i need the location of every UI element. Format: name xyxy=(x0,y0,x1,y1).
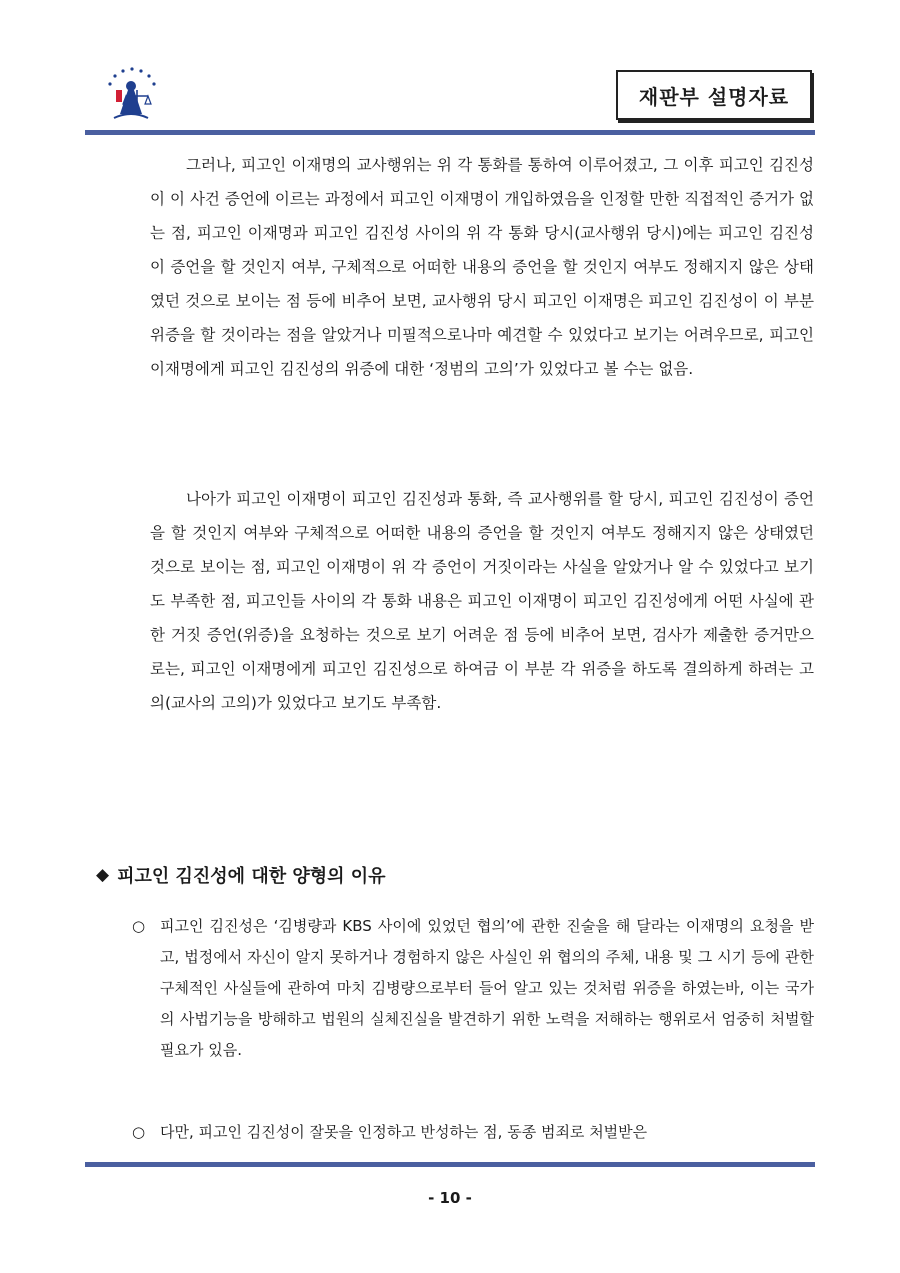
diamond-bullet-icon: ◆ xyxy=(96,865,110,885)
circle-bullet-icon: ○ xyxy=(132,917,146,935)
court-emblem-icon xyxy=(98,60,164,126)
footer-divider xyxy=(85,1162,815,1167)
paragraph-2-text: 나아가 피고인 이재명이 피고인 김진성과 통화, 즉 교사행위를 할 당시, 피고인 김진성이 증언을 할 것인지 여부와 구체적으로 어떠한 내용의 증언을 할 것인지 여부도 정해지지 않은 상태였던 것으로 보이는 점, 피고인 이재명이 위 각 증언이 거짓이라는 사실을 알았거나 알 수 있었다고 보기도 부족한 점, 피고인들 사이의 각 통화 내용은 피고인 이재명이 피고인 김진성에게 어떤 사실에 관한 거짓 증언(위증)을 요청하는 것으로 보기 어려운 점 등에 비추어 보면, 검사가 제출한 증거만으로는, 피고인 이재명에게 피고인 김진성으로 하여금 이 부분 각 위증을 하도록 결의하게 하려는 고의(교사의 고의)가 있었다고 보기도 부족함. xyxy=(150,490,814,712)
document-type-label: 재판부 설명자료 xyxy=(616,70,812,120)
paragraph-1-text: 그러나, 피고인 이재명의 교사행위는 위 각 통화를 통하여 이루어졌고, 그 이후 피고인 김진성이 이 사건 증언에 이르는 과정에서 피고인 이재명이 개입하였음을 인정할 만한 직접적인 증거가 없는 점, 피고인 이재명과 피고인 김진성 사이의 위 각 통화 당시(교사행위 당시)에는 피고인 김진성이 증언을 할 것인지 여부, 구체적으로 어떠한 내용의 증언을 할 것인지 여부도 정해지지 않은 상태였던 것으로 보이는 점 등에 비추어 보면, 교사행위 당시 피고인 이재명은 피고인 김진성이 이 부분 위증을 할 것이라는 점을 알았거나 미필적으로나마 예견할 수 있었다고 보기는 어려우므로, 피고인 이재명에게 피고인 김진성의 위증에 대한 ‘정범의 고의’가 있었다고 볼 수는 없음. xyxy=(150,156,814,378)
paragraph-1 xyxy=(150,148,814,386)
circle-bullet-icon: ○ xyxy=(132,1123,146,1141)
list-item xyxy=(132,1117,814,1148)
list-item xyxy=(132,911,814,1066)
list-item-text: 다만, 피고인 김진성이 잘못을 인정하고 반성하는 점, 동종 범죄로 처벌받은 xyxy=(160,1123,648,1141)
section-heading xyxy=(96,862,386,888)
page-number: - 10 - xyxy=(428,1189,472,1207)
list-item-text: 피고인 김진성은 ‘김병량과 KBS 사이에 있었던 협의’에 관한 진술을 해 달라는 이재명의 요청을 받고, 법정에서 자신이 알지 못하거나 경험하지 않은 사실인 위 협의의 주체, 내용 및 그 시기 등에 관한 구체적인 사실들에 관하여 마치 김병량으로부터 들어 알고 있는 것처럼 위증을 하였는바, 이는 국가의 사법기능을 방해하고 법원의 실체진실을 발견하기 위한 노력을 저해하는 행위로서 엄중히 처벌할 필요가 있음. xyxy=(160,917,814,1059)
paragraph-2 xyxy=(150,482,814,720)
section-heading-text: 피고인 김진성에 대한 양형의 이유 xyxy=(117,866,386,887)
header-divider xyxy=(85,130,815,135)
